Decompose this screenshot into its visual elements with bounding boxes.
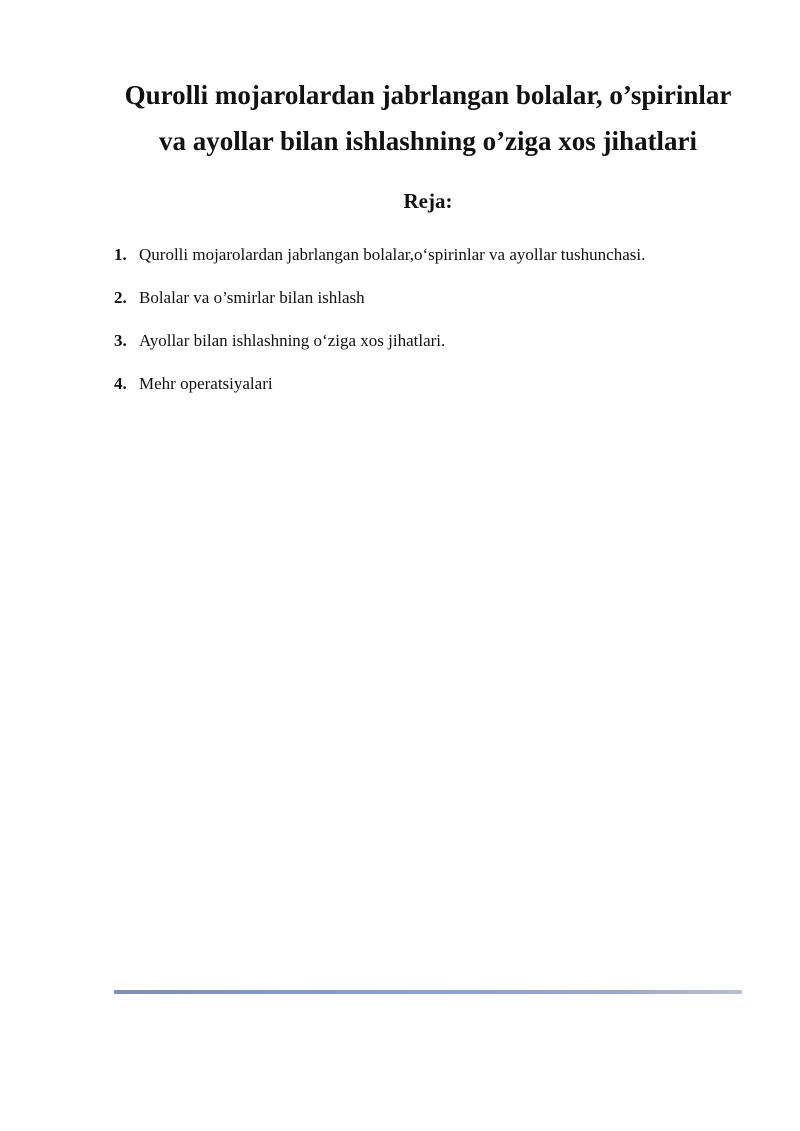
footer-divider <box>114 990 742 994</box>
list-item-text: Qurolli mojarolardan jabrlangan bolalar,o‘spirinlar va ayollar tushunchasi. <box>139 245 646 264</box>
list-item-number: 1. <box>114 245 127 264</box>
document-title <box>100 72 756 164</box>
list-item <box>114 240 754 283</box>
list-item-number: 2. <box>114 288 127 307</box>
title-line-1: Qurolli mojarolardan jabrlangan bolalar, o’spirinlar <box>124 80 732 110</box>
plan-list <box>114 240 754 412</box>
list-item <box>114 283 754 326</box>
list-item-number: 4. <box>114 374 127 393</box>
list-item-text: Ayollar bilan ishlashning o‘ziga xos jihatlari. <box>139 331 446 350</box>
plan-heading: Reja: <box>403 189 453 213</box>
list-item-text: Bolalar va o’smirlar bilan ishlash <box>139 288 365 307</box>
list-item <box>114 369 754 412</box>
list-item <box>114 326 754 369</box>
list-item-text: Mehr operatsiyalari <box>139 374 273 393</box>
title-line-2: va ayollar bilan ishlashning o’ziga xos jihatlari <box>158 126 698 156</box>
list-item-number: 3. <box>114 331 127 350</box>
